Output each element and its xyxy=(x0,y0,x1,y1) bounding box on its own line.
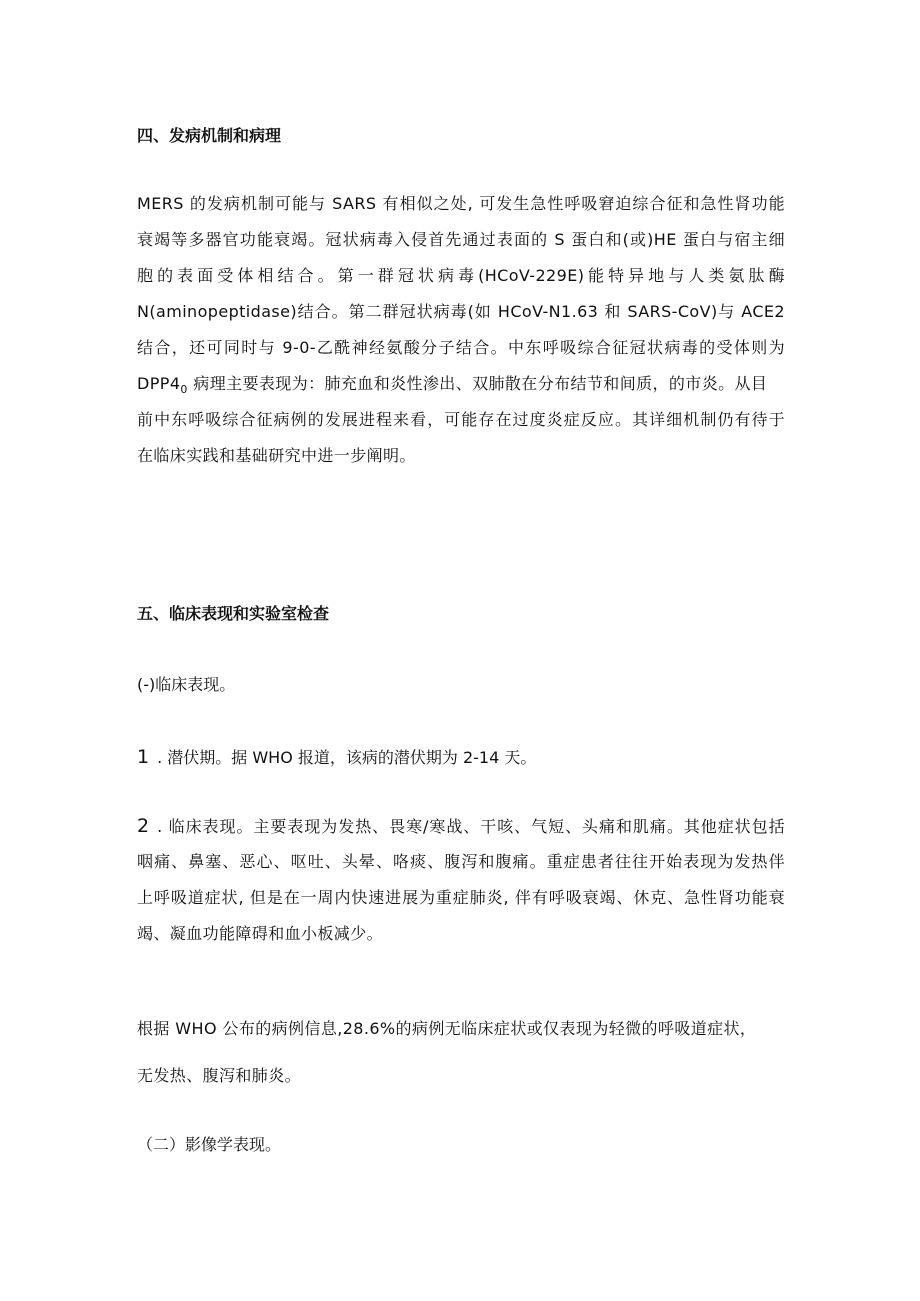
paragraph-line: 胞的表面受体相结合。第一群冠状病毒(HCoV-229E)能特异地与人类氨肽酶 xyxy=(137,266,785,285)
paragraph-line: 前中东呼吸综合征病例的发展进程来看，可能存在过度炎症反应。其详细机制仍有待于 xyxy=(137,410,785,429)
paragraph-line: MERS 的发病机制可能与 SARS 有相似之处, 可发生急性呼吸窘迫综合征和急性肾功能 xyxy=(137,194,785,213)
paragraph-line: N(aminopeptidase)结合。第二群冠状病毒(如 HCoV-N1.63 和 SARS-CoV)与 ACE2 xyxy=(137,302,785,321)
list-item-number: 1 xyxy=(137,746,150,768)
paragraph-line-rest: 病理主要表现为：肺充血和炎性渗出、双肺散在分布结节和间质，的市炎。从目 xyxy=(187,374,768,393)
dpp4-term: DPP4 xyxy=(137,374,181,393)
list-item-incubation xyxy=(137,745,536,770)
paragraph-line: 竭、凝血功能障碍和血小板减少。 xyxy=(137,924,384,943)
paragraph-line: 无发热、腹泻和肺炎。 xyxy=(137,1066,302,1085)
paragraph-line xyxy=(137,808,785,844)
paragraph-line: 衰竭等多器官功能衰竭。冠状病毒入侵首先通过表面的 S 蛋白和(或)HE 蛋白与宿主细 xyxy=(137,230,785,249)
subsection-imaging: （二）影像学表现。 xyxy=(137,1135,282,1154)
pathogenesis-paragraph xyxy=(137,186,785,474)
paragraph-line: 上呼吸道症状, 但是在一周内快速进展为重症肺炎, 伴有呼吸衰竭、休克、急性肾功能衰 xyxy=(137,888,785,907)
section-heading-pathogenesis: 四、发病机制和病理 xyxy=(137,126,282,145)
paragraph-line xyxy=(137,366,785,402)
list-item-text: . 潜伏期。据 WHO 报道，该病的潜伏期为 2-14 天。 xyxy=(157,748,537,767)
clinical-manifestations-paragraph xyxy=(137,808,785,952)
paragraph-line: 在临床实践和基础研究中进一步阐明。 xyxy=(137,446,416,465)
list-item-number: 2 xyxy=(137,815,150,837)
who-statistics-paragraph xyxy=(137,1011,785,1094)
paragraph-line: 结合，还可同时与 9-0-乙酰神经氨酸分子结合。中东呼吸综合征冠状病毒的受体则为 xyxy=(137,338,785,357)
dpp4-subscript: 0 xyxy=(180,383,188,397)
paragraph-line: 咽痛、鼻塞、恶心、呕吐、头晕、咯痰、腹泻和腹痛。重症患者往往开始表现为发热伴 xyxy=(137,852,785,871)
paragraph-line: 根据 WHO 公布的病例信息,28.6%的病例无临床症状或仅表现为轻微的呼吸道症状， xyxy=(137,1019,757,1038)
section-heading-clinical: 五、临床表现和实验室检查 xyxy=(137,604,330,623)
list-item-text: . 临床表现。主要表现为发热、畏寒/寒战、干咳、气短、头痛和肌痛。其他症状包括 xyxy=(157,817,785,836)
subsection-clinical-manifestations: (-)临床表现。 xyxy=(137,675,236,694)
